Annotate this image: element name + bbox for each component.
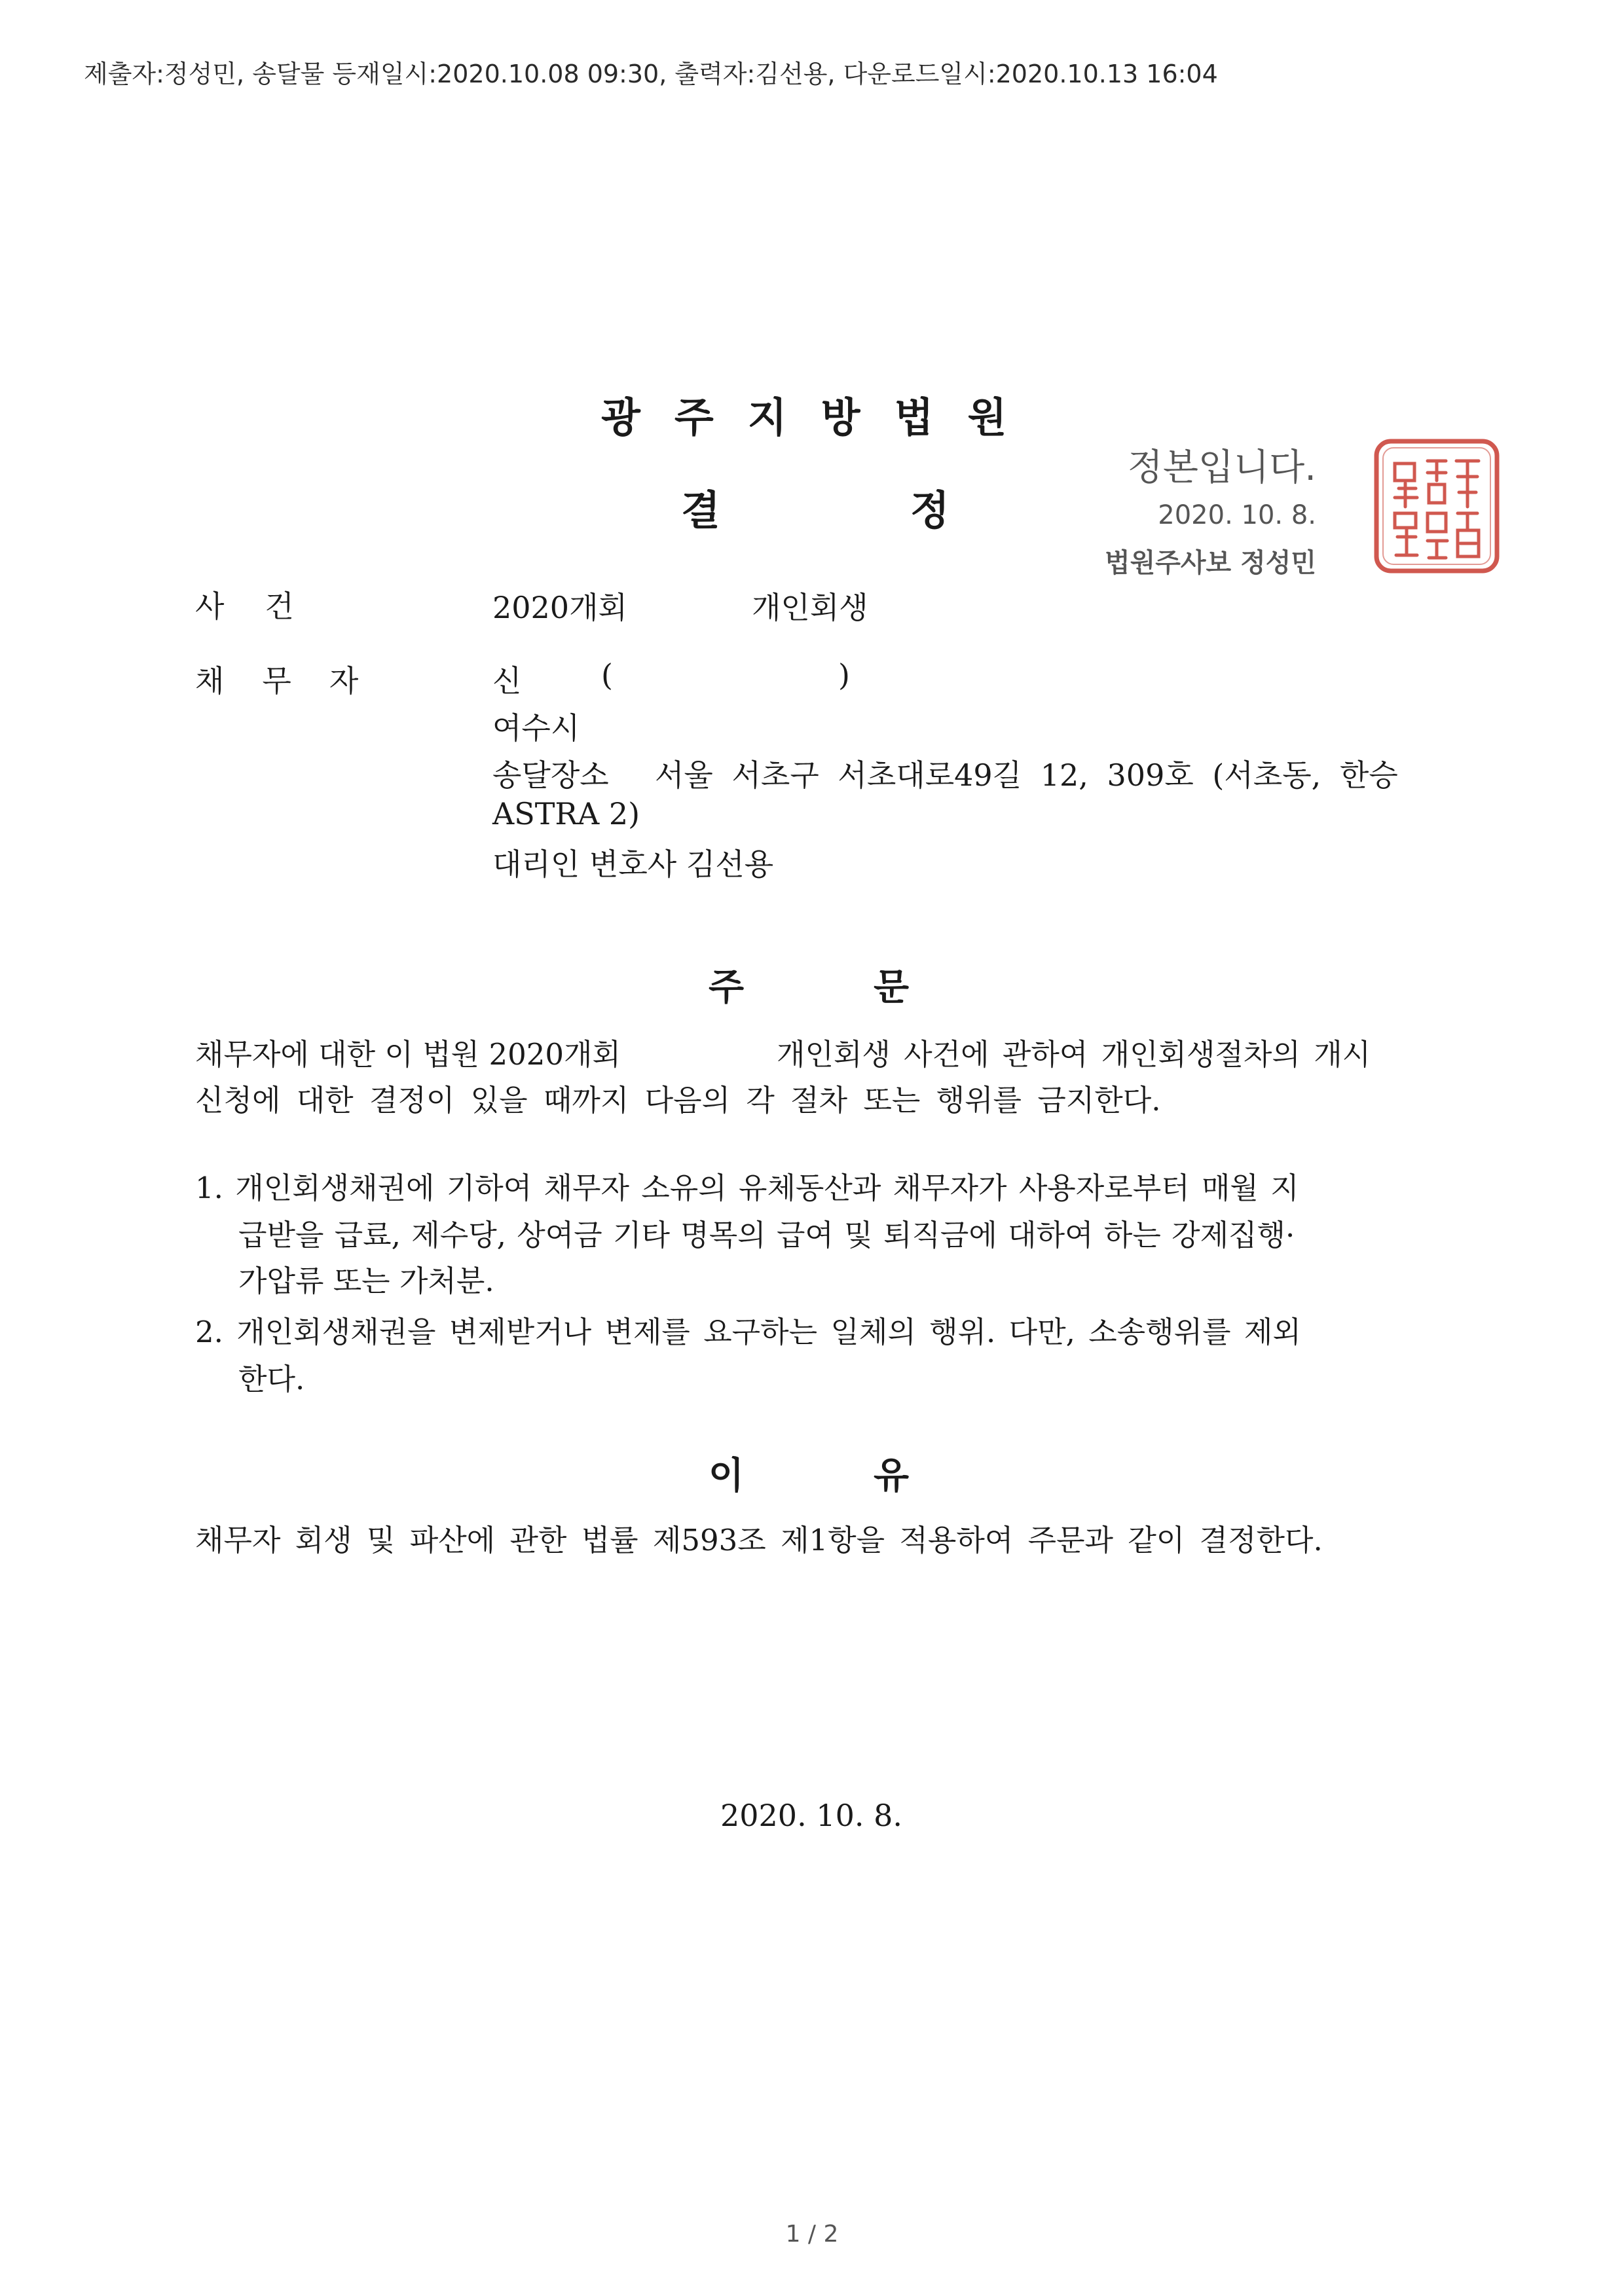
case-label: 사건 <box>195 589 335 624</box>
doc-kind-left: 결 <box>681 486 720 534</box>
service-place-label: 송달장소 <box>492 757 609 793</box>
order-item1-line3: 가압류 또는 가처분. <box>238 1264 494 1298</box>
order-heading-left: 주 <box>709 966 745 1009</box>
debtor-name: 신 <box>492 663 522 699</box>
court-name-title: 광주지방법원 <box>601 393 1041 441</box>
decision-date: 2020. 10. 8. <box>720 1798 902 1833</box>
order-item1-line1: 1. 개인회생채권에 기하여 채무자 소유의 유체동산과 채무자가 사용자로부터 매월 지 <box>195 1171 1299 1205</box>
debtor-paren-open: ( <box>601 657 613 693</box>
reason-text: 채무자 회생 및 파산에 관한 법률 제593조 제1항을 적용하여 주문과 같이 결정한다. <box>195 1523 1323 1558</box>
doc-kind-right: 정 <box>910 486 950 534</box>
service-address-line1: 서울 서초구 서초대로49길 12, 309호 (서초동, 한승 <box>655 757 1398 793</box>
case-number: 2020개회 <box>492 590 627 625</box>
order-item2-line2: 한다. <box>238 1362 305 1396</box>
court-seal-stamp <box>1373 437 1501 575</box>
case-name: 개인회생 <box>752 590 868 625</box>
order-item1-line2: 급받을 급료, 제수당, 상여금 기타 명목의 급여 및 퇴직금에 대하여 하는 강제집행· <box>238 1218 1295 1252</box>
order-heading-right: 문 <box>874 966 910 1009</box>
certified-copy-text: 정본입니다. <box>1127 446 1316 489</box>
reason-heading-right: 유 <box>874 1455 910 1497</box>
legal-agent: 대리인 변호사 김선용 <box>492 847 774 882</box>
service-address-line2: ASTRA 2) <box>492 796 640 831</box>
debtor-address: 여수시 <box>492 710 580 746</box>
order-intro-line2: 신청에 대한 결정이 있을 때까지 다음의 각 절차 또는 행위를 금지한다. <box>195 1083 1161 1118</box>
certification-date: 2020. 10. 8. <box>1158 500 1316 530</box>
debtor-paren-close: ) <box>838 657 850 693</box>
reason-heading-left: 이 <box>709 1455 745 1497</box>
submission-info-header: 제출자:정성민, 송달물 등재일시:2020.10.08 09:30, 출력자:김선용, 다운로드일시:2020.10.13 16:04 <box>84 60 1218 88</box>
order-intro-line1a: 채무자에 대한 이 법원 2020개회 <box>195 1037 621 1072</box>
order-item2-line1: 2. 개인회생채권을 변제받거나 변제를 요구하는 일체의 행위. 다만, 소송행위를 제외 <box>195 1315 1301 1349</box>
debtor-label: 채무자 <box>195 663 397 699</box>
page-number: 1 / 2 <box>785 2221 839 2248</box>
certification-officer: 법원주사보 정성민 <box>1104 548 1316 578</box>
seal-icon <box>1373 437 1501 575</box>
order-intro-line1b: 개인회생 사건에 관하여 개인회생절차의 개시 <box>777 1037 1371 1072</box>
